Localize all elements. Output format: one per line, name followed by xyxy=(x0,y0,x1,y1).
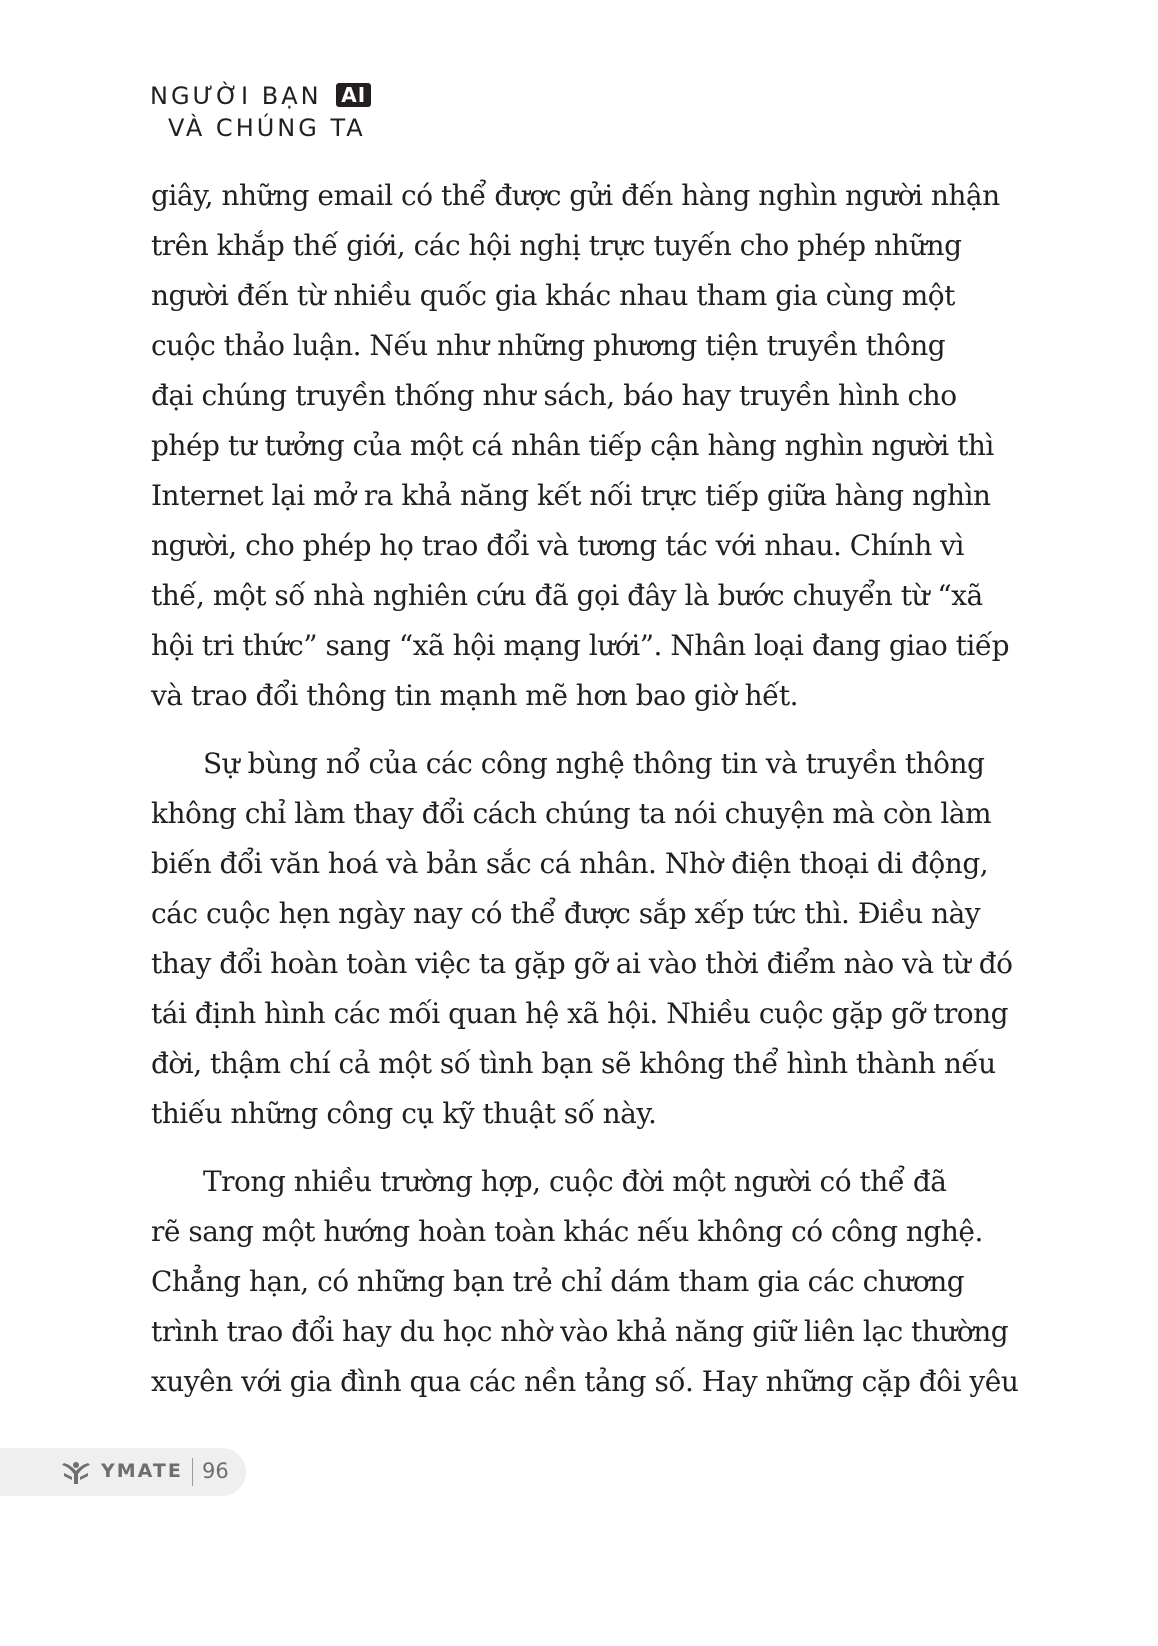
page-footer xyxy=(0,1448,246,1496)
text-line: người đến từ nhiều quốc gia khác nhau tham gia cùng một xyxy=(151,279,955,312)
text-line: các cuộc hẹn ngày nay có thể được sắp xếp tức thì. Điều này xyxy=(151,897,981,930)
text-line: Chẳng hạn, có những bạn trẻ chỉ dám tham gia các chương xyxy=(151,1265,965,1298)
text-line: giây, những email có thể được gửi đến hàng nghìn người nhận xyxy=(151,179,1000,212)
text-line: trình trao đổi hay du học nhờ vào khả năng giữ liên lạc thường xyxy=(151,1315,1009,1348)
text-line: Trong nhiều trường hợp, cuộc đời một người có thể đã xyxy=(203,1165,947,1198)
text-line: xuyên với gia đình qua các nền tảng số. Hay những cặp đôi yêu xyxy=(151,1365,1019,1398)
text-line: đại chúng truyền thống như sách, báo hay truyền hình cho xyxy=(151,379,957,412)
page-number: 96 xyxy=(202,1459,229,1483)
header-title-line-1 xyxy=(150,80,371,112)
text-line: biến đổi văn hoá và bản sắc cá nhân. Nhờ điện thoại di động, xyxy=(151,847,989,880)
text-line: không chỉ làm thay đổi cách chúng ta nói chuyện mà còn làm xyxy=(151,797,992,830)
text-line: Sự bùng nổ của các công nghệ thông tin và truyền thông xyxy=(203,747,985,780)
book-header xyxy=(150,80,371,144)
text-line: và trao đổi thông tin mạnh mẽ hơn bao giờ hết. xyxy=(151,679,799,712)
text-line: Internet lại mở ra khả năng kết nối trực tiếp giữa hàng nghìn xyxy=(151,479,991,512)
text-line: phép tư tưởng của một cá nhân tiếp cận hàng nghìn người thì xyxy=(151,429,994,462)
body-text xyxy=(151,171,1019,1425)
text-line: tái định hình các mối quan hệ xã hội. Nhiều cuộc gặp gỡ trong xyxy=(151,997,1009,1030)
footer-brand: YMATE xyxy=(101,1460,183,1482)
paragraph xyxy=(151,171,1010,721)
paragraph xyxy=(151,1157,1019,1407)
text-line: thiếu những công cụ kỹ thuật số này. xyxy=(151,1097,657,1130)
text-line: thay đổi hoàn toàn việc ta gặp gỡ ai vào thời điểm nào và từ đó xyxy=(151,947,1013,980)
text-line: hội tri thức” sang “xã hội mạng lưới”. Nhân loại đang giao tiếp xyxy=(151,629,1010,662)
text-line: người, cho phép họ trao đổi và tương tác với nhau. Chính vì xyxy=(151,529,964,562)
text-line: rẽ sang một hướng hoàn toàn khác nếu không có công nghệ. xyxy=(151,1215,983,1248)
header-title-line-2: VÀ CHÚNG TA xyxy=(168,114,366,142)
text-line: đời, thậm chí cả một số tình bạn sẽ không thể hình thành nếu xyxy=(151,1047,996,1080)
text-line: cuộc thảo luận. Nếu như những phương tiện truyền thông xyxy=(151,329,946,362)
footer-divider xyxy=(192,1458,193,1486)
text-line: trên khắp thế giới, các hội nghị trực tuyến cho phép những xyxy=(151,229,962,262)
text-line: thế, một số nhà nghiên cứu đã gọi đây là bước chuyển từ “xã xyxy=(151,579,983,612)
ymate-logo-icon xyxy=(60,1461,92,1485)
ai-badge: AI xyxy=(336,83,371,107)
header-title-text: NGƯỜI BẠN xyxy=(150,82,322,110)
paragraph xyxy=(151,739,1013,1139)
